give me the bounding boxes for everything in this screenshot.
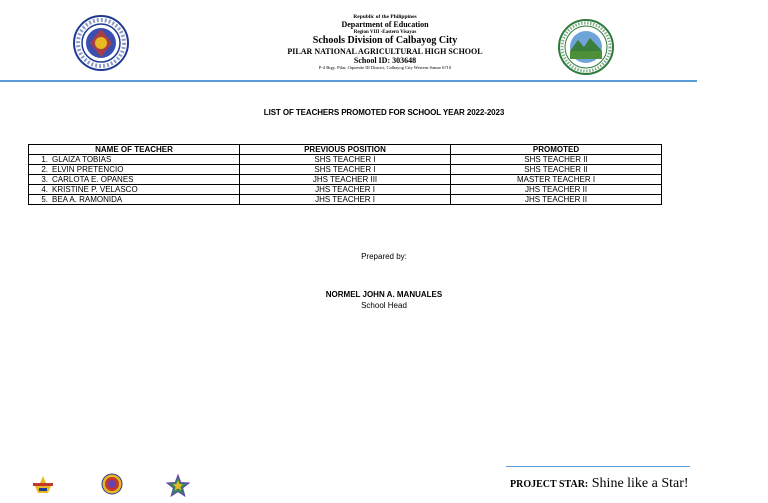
teacher-name-cell bbox=[29, 175, 240, 185]
deped-seal-icon bbox=[72, 14, 130, 72]
school-id: School ID: 303648 bbox=[353, 55, 417, 65]
school-name: PILAR NATIONAL AGRICULTURAL HIGH SCHOOL bbox=[287, 46, 483, 56]
teacher-name: BEA A. RAMONIDA bbox=[52, 195, 123, 204]
footer-rule bbox=[506, 466, 690, 467]
teacher-name-cell bbox=[29, 195, 240, 205]
table-row bbox=[29, 195, 662, 205]
teacher-name: CARLOTA E. OPANES bbox=[52, 175, 134, 184]
table-row bbox=[29, 165, 662, 175]
previous-position: JHS TEACHER I bbox=[240, 185, 451, 195]
header-rule bbox=[0, 80, 697, 82]
column-header-promoted: PROMOTED bbox=[451, 145, 662, 155]
previous-position: JHS TEACHER III bbox=[240, 175, 451, 185]
letterhead bbox=[250, 14, 520, 70]
promoted-position: JHS TEACHER II bbox=[451, 195, 662, 205]
promoted-position: SHS TEACHER II bbox=[451, 155, 662, 165]
department-line: Department of Education bbox=[341, 20, 429, 30]
region-line: Region VIII -Eastern Visayas bbox=[353, 29, 417, 35]
table-row bbox=[29, 175, 662, 185]
row-number: 1. bbox=[41, 155, 48, 164]
teacher-name-cell bbox=[29, 185, 240, 195]
prepared-by-label: Prepared by: bbox=[361, 252, 407, 261]
promoted-position: MASTER TEACHER I bbox=[451, 175, 662, 185]
star-icon bbox=[166, 474, 190, 498]
teacher-name-cell bbox=[29, 165, 240, 175]
column-header-name: NAME OF TEACHER bbox=[29, 145, 240, 155]
table-row bbox=[29, 185, 662, 195]
row-number: 3. bbox=[41, 175, 48, 184]
division-line: Schools Division of Calbayog City bbox=[312, 35, 458, 47]
signatory-role: School Head bbox=[361, 301, 407, 310]
project-star-tagline bbox=[510, 476, 689, 492]
row-number: 5. bbox=[41, 195, 48, 204]
promoted-position: SHS TEACHER II bbox=[451, 165, 662, 175]
school-address: P-4 Brgy. Pilar, Oquendo III District, Calbayog City Western Samar 6710 bbox=[318, 65, 452, 71]
column-header-previous: PREVIOUS POSITION bbox=[240, 145, 451, 155]
republic-line: Republic of the Philippines bbox=[353, 14, 417, 20]
promotions-table bbox=[28, 144, 662, 205]
previous-position: JHS TEACHER I bbox=[240, 195, 451, 205]
school-seal-icon bbox=[556, 18, 616, 76]
table-header-row bbox=[29, 145, 662, 155]
teacher-name: GLAIZA TOBIAS bbox=[52, 155, 112, 164]
deped-matatag-icon bbox=[30, 474, 56, 496]
promoted-position: JHS TEACHER II bbox=[451, 185, 662, 195]
tagline: Shine like a Star! bbox=[591, 476, 689, 491]
row-number: 2. bbox=[41, 165, 48, 174]
previous-position: SHS TEACHER I bbox=[240, 155, 451, 165]
signatory-name: NORMEL JOHN A. MANUALES bbox=[325, 290, 443, 299]
teacher-name: ELVIN PRETENCIO bbox=[52, 165, 124, 174]
document-title: LIST OF TEACHERS PROMOTED FOR SCHOOL YEAR 2022-2023 bbox=[263, 108, 505, 117]
teacher-name: KRISTINE P. VELASCO bbox=[52, 185, 138, 194]
table-row bbox=[29, 155, 662, 165]
project-brand: PROJECT STAR: bbox=[510, 479, 589, 490]
school-seal-icon bbox=[100, 472, 124, 496]
previous-position: SHS TEACHER I bbox=[240, 165, 451, 175]
teacher-name-cell bbox=[29, 155, 240, 165]
row-number: 4. bbox=[41, 185, 48, 194]
